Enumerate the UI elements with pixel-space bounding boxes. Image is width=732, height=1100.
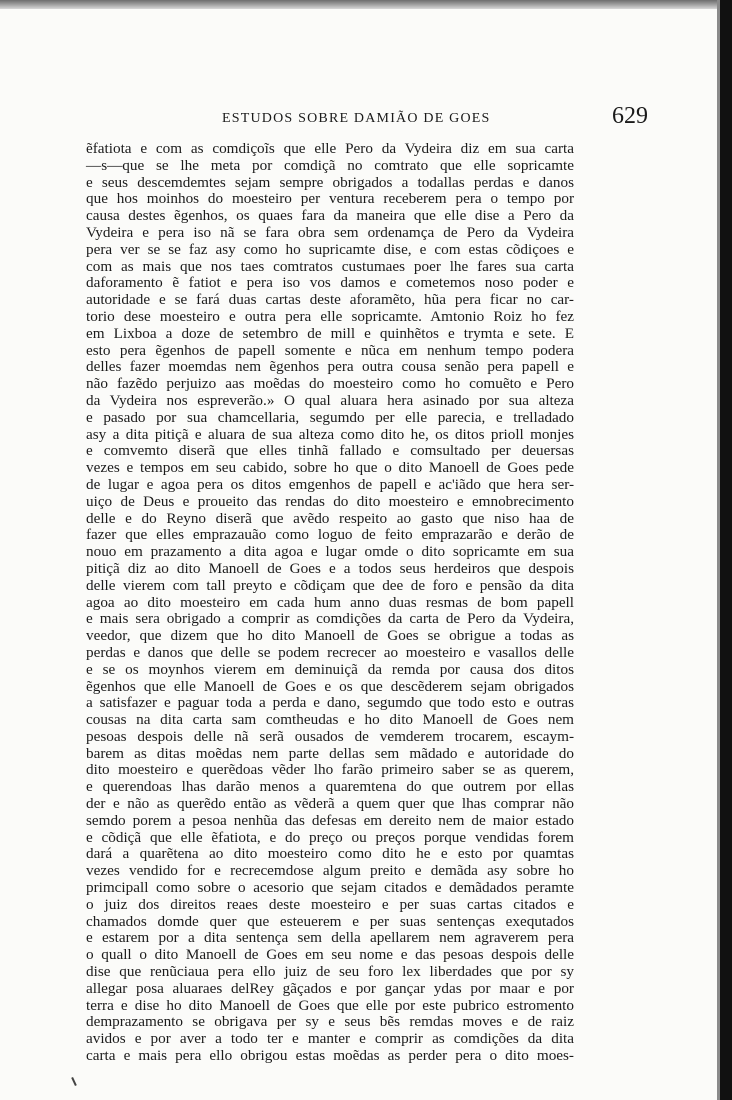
text-line: dise que renũciaua pera ello juiz de seu foro lex liberdades que por sy <box>86 963 574 981</box>
text-line: ẽgenhos que elle Manoell de Goes e os que descẽderem sejam obrigados <box>86 677 574 695</box>
text-line: e seus descemdemtes sejam sempre obrigados a todallas perdas e danos <box>86 173 574 191</box>
text-line: pitiçã diz ao dito Manoell de Goes e a todos seus herdeiros que despois <box>86 559 574 577</box>
text-line: allegar posa aluaraes delRey gãçados e por gançar ydas por maar e por <box>86 979 574 997</box>
text-line: dito moesteiro e querẽdoas vẽder lho farão primeiro saber se as querem, <box>86 761 574 779</box>
text-line: e pasado por sua chamcellaria, segumdo per elle parecia, e trelladado <box>86 408 574 426</box>
text-line: daforamento ẽ fatiot e pera iso vos damos e cometemos noso poder e <box>86 274 574 292</box>
text-line: esto pera ẽgenhos de papell somente e nũca em nenhum tempo podera <box>86 341 574 359</box>
text-line: o quall o dito Manoell de Goes em seu nome e das pesoas despois delle <box>86 946 574 964</box>
scan-right-edge <box>720 0 732 1100</box>
text-line: agoa ao dito moesteiro em cada hum anno duas resmas de bom papell <box>86 593 574 611</box>
text-line: dará a quarẽtena ao dito moesteiro como dito he e esto por quamtas <box>86 845 574 863</box>
text-line: barem as ditas moẽdas nem parte dellas sem mãdado e autoridade do <box>86 744 574 762</box>
text-line: chamados domde quer que esteuerem e per suas sentenças exequtados <box>86 912 574 930</box>
text-line: fazer que elles emprazauão como loguo de feito emprazarão e derão de <box>86 526 574 544</box>
text-line: e estarem por a dita sentença sem della apellarem nem agraverem pera <box>86 929 574 947</box>
text-line: der e não as querẽdo então as vẽderã a quem quer que lhas comprar não <box>86 795 574 813</box>
text-line: cousas na dita carta sam comtheudas e ho dito Manoell de Goes nem <box>86 711 574 729</box>
text-line: pesoas despois delle nã serã ousados de vemderem trocarem, escaym- <box>86 727 574 745</box>
running-head <box>0 103 717 137</box>
text-line: Vydeira e pera iso nã se fara obra sem ordenamça de Pero da Vydeira <box>86 223 574 241</box>
text-line: a satisfazer e paguar toda a perda e dano, segumdo que todo esto e outras <box>86 694 574 712</box>
text-line: o juiz dos direitos reaes deste moesteiro e per suas cartas citados e <box>86 895 574 913</box>
text-line: primcipall como sobre o acesorio que sejam citados e demãdados peramte <box>86 879 574 897</box>
body-text <box>86 141 574 1065</box>
text-line: vezes vendido for e recrecemdose algum preito e demãda asy sobre ho <box>86 862 574 880</box>
text-line: —s—que se lhe meta por comdiçã no comtrato que elle sopricamte <box>86 156 574 174</box>
text-line: causa destes ẽgenhos, os quaes fara da maneira que elle dise a Pero da <box>86 207 574 225</box>
book-page <box>0 9 717 1100</box>
text-line: pera ver se se faz asy como ho supricamte dise, e com estas cõdiçoes e <box>86 240 574 258</box>
text-line: demprazamento se obrigava per sy e seus bẽs remdas moves e de raiz <box>86 1013 574 1031</box>
text-line: não fazẽdo perjuizo aas moẽdas do moesteiro como ho comuẽto e Pero <box>86 375 574 393</box>
text-line: uiço de Deus e proueito das rendas do dito moesteiro e emnobrecimento <box>86 492 574 510</box>
text-line: que hos moinhos do moesteiro per ventura receberem pera o tempo por <box>86 190 574 208</box>
text-line: semdo porem a pesoa nenhũa das defesas em dereito nem de maior estado <box>86 811 574 829</box>
text-line: e se os moynhos vierem em deminuiçã da remda por causa dos ditos <box>86 660 574 678</box>
text-line: delles fazer moemdas nem ẽgenhos pera outra cousa senão pera papell e <box>86 358 574 376</box>
text-line: ẽfatiota e com as comdiçoĩs que elle Pero da Vydeira diz em sua carta <box>86 140 574 157</box>
text-line: avidos e por aver a todo ter e manter e comprir as comdições da dita <box>86 1030 574 1048</box>
text-line: terra e dise ho dito Manoell de Goes que elle por este pubrico estromento <box>86 996 574 1014</box>
text-line: da Vydeira nos espreverão.» O qual aluara hera asinado por sua alteza <box>86 391 574 409</box>
text-line: asy a dita pitiçã e aluara de sua alteza como dito he, os ditos prioll monjes <box>86 425 574 443</box>
text-line: vezes e tempos em seu cabido, sobre ho que o dito Manoell de Goes pede <box>86 459 574 477</box>
text-line: carta e mais pera ello obrigou estas moẽdas as perder pera o dito moes- <box>86 1047 574 1065</box>
text-line: e mais sera obrigado a comprir as comdições da carta de Pero da Vydeira, <box>86 610 574 628</box>
text-line: veedor, que dizem que ho dito Manoell de Goes se obrigue a todas as <box>86 627 574 645</box>
text-line: delle e do Reyno diserã que avẽdo respeito ao gasto que niso haa de <box>86 509 574 527</box>
page-number: 629 <box>612 103 648 129</box>
text-line: autoridade e se fará duas cartas deste aforamẽto, hũa pera ficar no car- <box>86 291 574 309</box>
running-title: ESTUDOS SOBRE DAMIÃO DE GOES <box>222 111 491 126</box>
text-line: torio dese moesteiro e outra pera elle sopricamte. Amtonio Roiz ho fez <box>86 307 574 325</box>
scan-top-edge <box>0 0 732 9</box>
text-line: e querendoas lhas darão menos a quaremtena do que outrem por ellas <box>86 778 574 796</box>
text-line: de lugar e agoa pera os ditos emgenhos de papell e ac'iãdo que hera ser- <box>86 475 574 493</box>
text-line: em Lixboa a doze de setembro de mill e quinhẽtos e trymta e sete. E <box>86 324 574 342</box>
text-line: e cõdiçã que elle ẽfatiota, e do preço ou preços porque vendidas forem <box>86 828 574 846</box>
text-line: com as mais que nos taes comtratos custumaes poer lhe fares sua carta <box>86 257 574 275</box>
text-line: delle vierem com tall preyto e cõdiçam que dee de foro e pensão da dita <box>86 576 574 594</box>
text-line: perdas e danos que delle se podem recrecer ao moesteiro e vasallos delle <box>86 643 574 661</box>
text-line: e comvemto diserã que elles tinhã fallado e comsultado per deuersas <box>86 442 574 460</box>
text-line: nouo em prazamento a dita agoa e lugar omde o dito sopricamte em sua <box>86 543 574 561</box>
